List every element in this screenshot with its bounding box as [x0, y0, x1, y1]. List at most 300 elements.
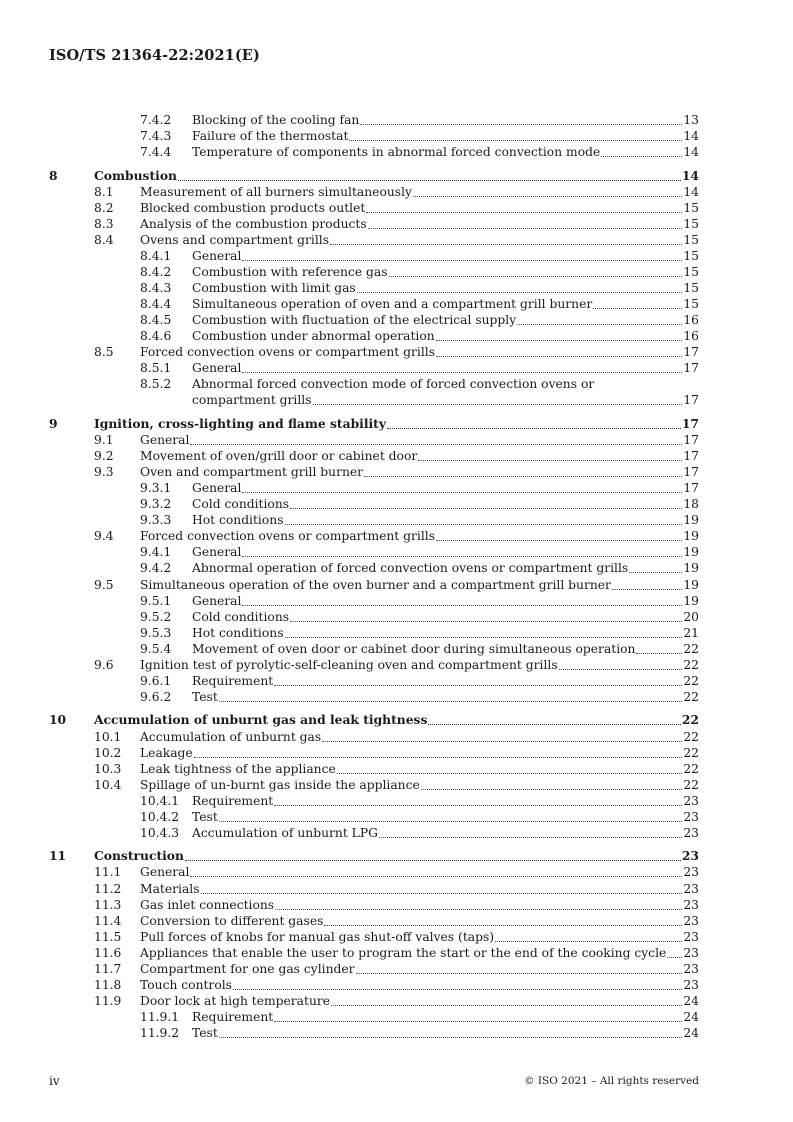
toc-entry-line [140, 977, 699, 993]
toc-entry-page: 23 [681, 848, 699, 864]
toc-entry-number: 11.9.2 [140, 1025, 180, 1040]
dot-leader [190, 876, 682, 877]
toc-entry-line [140, 929, 699, 945]
toc-entry-line [94, 712, 699, 728]
toc-entry-line [140, 745, 699, 761]
toc-entry-title: Abnormal forced convection mode of forced convection ovens or [192, 377, 595, 392]
toc-entry-line [192, 112, 699, 128]
toc-entry[interactable] [49, 200, 699, 216]
toc-entry-line [94, 416, 699, 432]
toc-entry-number: 10.2 [94, 745, 122, 760]
toc-entry-page: 24 [683, 1009, 699, 1024]
toc-entry[interactable] [49, 448, 699, 464]
dot-leader [233, 989, 682, 990]
toc-entry-number: 8.1 [94, 184, 114, 199]
toc-entry-number: 10.4 [94, 777, 122, 792]
dot-leader [274, 805, 682, 806]
toc-entry[interactable] [49, 777, 699, 793]
toc-entry-title: Test [192, 689, 218, 704]
toc-entry-title: General [140, 865, 190, 880]
toc-entry-number: 9.2 [94, 449, 114, 464]
toc-entry-title: Gas inlet connections [140, 897, 275, 912]
toc-entry-title: Blocking of the cooling fan [192, 113, 360, 127]
dot-leader [612, 589, 682, 590]
toc-entry-number: 11.8 [94, 977, 122, 992]
toc-entry[interactable] [49, 432, 699, 448]
toc-entry-page: 17 [683, 465, 699, 480]
toc-entry-title: Oven and compartment grill burner [140, 465, 364, 480]
toc-entry-page: 23 [683, 961, 699, 976]
toc-entry-page: 17 [683, 345, 699, 360]
dot-leader [366, 212, 682, 213]
toc-entry-page: 15 [683, 297, 699, 312]
toc-entry-number: 11.5 [94, 929, 122, 944]
toc-entry-page: 19 [683, 561, 699, 576]
toc-entry-line [192, 280, 699, 296]
toc-entry-line [192, 641, 699, 657]
toc-entry-line [94, 168, 699, 184]
toc-entry-line [192, 793, 699, 809]
toc-entry[interactable] [49, 1009, 699, 1025]
toc-entry-line [140, 344, 699, 360]
dot-leader [331, 1005, 682, 1006]
toc-entry[interactable] [49, 312, 699, 328]
toc-entry[interactable] [49, 945, 699, 961]
toc-entry-line [192, 689, 699, 705]
toc-entry-line [140, 761, 699, 777]
toc-entry-number: 9.3.3 [140, 513, 172, 528]
toc-entry-line [140, 777, 699, 793]
toc-entry-line [192, 512, 699, 528]
dot-leader [330, 244, 682, 245]
dot-leader [349, 140, 682, 141]
toc-entry-title: General [192, 593, 242, 608]
toc-entry-title: General [192, 545, 242, 560]
toc-entry-title: Touch controls [140, 977, 232, 992]
toc-entry-title: Leak tightness of the appliance [140, 761, 336, 776]
toc-entry-title: Accumulation of unburnt gas [140, 729, 322, 744]
toc-entry-line [192, 1009, 699, 1025]
page-number: iv [49, 1074, 60, 1088]
toc-entry-number: 9.3.2 [140, 497, 172, 512]
toc-entry-line [140, 897, 699, 913]
toc-entry[interactable] [49, 144, 699, 160]
toc-entry-line [192, 248, 699, 264]
toc-entry-number: 9.6 [94, 657, 114, 672]
toc-entry-number: 8.4.4 [140, 297, 172, 312]
toc-entry-title: Door lock at high temperature [140, 993, 331, 1008]
toc-entry-title: Analysis of the combustion products [140, 216, 367, 231]
toc-entry-page: 22 [683, 777, 699, 792]
toc-entry-title: Cold conditions [192, 609, 290, 624]
dot-leader [290, 621, 682, 622]
dot-leader [274, 685, 682, 686]
dot-leader [242, 260, 682, 261]
toc-entry[interactable] [49, 864, 699, 880]
toc-entry-title: Measurement of all burners simultaneously [140, 184, 412, 199]
dot-leader [436, 356, 682, 357]
toc-entry-line [140, 864, 699, 880]
toc-entry[interactable] [49, 641, 699, 657]
toc-entry-number: 7.4.2 [140, 113, 172, 127]
toc-entry-number: 9.4.1 [140, 545, 172, 560]
toc-entry-number: 10.3 [94, 761, 122, 776]
toc-entry-page: 24 [683, 993, 699, 1008]
toc-entry-page: 19 [683, 577, 699, 592]
toc-entry-page: 22 [683, 745, 699, 760]
toc-entry[interactable] [49, 929, 699, 945]
toc-entry[interactable] [49, 328, 699, 344]
toc-entry-title: Simultaneous operation of oven and a compartment grill burner [192, 297, 593, 312]
toc-entry-title: Combustion with reference gas [192, 265, 388, 280]
toc-entry-number: 11.1 [94, 865, 122, 880]
dot-leader [242, 372, 682, 373]
dot-leader [337, 773, 682, 774]
toc-entry-line [192, 809, 699, 825]
toc-entry-number: 10.4.1 [140, 793, 180, 808]
toc-entry[interactable] [49, 961, 699, 977]
toc-entry[interactable] [49, 232, 699, 248]
toc-entry-number: 9 [49, 416, 58, 432]
toc-entry-line [140, 945, 699, 961]
toc-entry-title: Test [192, 809, 218, 824]
toc-entry-line [192, 328, 699, 344]
toc-entry-title: General [140, 433, 190, 448]
dot-leader [517, 324, 682, 325]
toc-entry-number: 8.5.2 [140, 377, 172, 392]
toc-entry-line [94, 848, 699, 864]
toc-entry-line [192, 544, 699, 560]
toc-entry-line [140, 184, 699, 200]
toc-entry[interactable] [49, 560, 699, 576]
dot-leader [178, 180, 681, 181]
toc-entry-title: General [192, 361, 242, 376]
toc-entry-page: 22 [683, 761, 699, 776]
toc-entry-page: 19 [683, 529, 699, 544]
dot-leader [360, 124, 682, 125]
toc-entry-page: 13 [683, 113, 699, 127]
table-of-contents [49, 112, 699, 1041]
toc-entry-line [140, 528, 699, 544]
dot-leader [368, 228, 682, 229]
toc-entry-line [140, 729, 699, 745]
toc-entry-line [192, 144, 699, 160]
toc-entry-number: 9.5.2 [140, 609, 172, 624]
toc-entry[interactable] [49, 825, 699, 841]
toc-entry-line [192, 312, 699, 328]
toc-entry[interactable] [49, 593, 699, 609]
dot-leader [194, 757, 682, 758]
toc-entry[interactable] [49, 216, 699, 232]
toc-entry-number: 8.4 [94, 232, 114, 247]
toc-entry-number: 8.4.6 [140, 329, 172, 344]
toc-entry[interactable] [49, 280, 699, 296]
toc-entry-number: 11.7 [94, 961, 122, 976]
toc-entry-title: Blocked combustion products outlet [140, 200, 366, 215]
toc-entry[interactable] [49, 496, 699, 512]
toc-entry[interactable] [49, 913, 699, 929]
toc-entry-title: Accumulation of unburnt LPG [192, 825, 378, 840]
toc-entry-line [140, 200, 699, 216]
toc-entry-number: 10.4.2 [140, 809, 180, 824]
toc-entry[interactable] [49, 248, 699, 264]
toc-entry-title: Ignition, cross-lighting and flame stability [94, 416, 387, 432]
toc-entry-number: 8.2 [94, 200, 114, 215]
toc-entry-line [192, 625, 699, 641]
toc-entry[interactable] [49, 729, 699, 745]
toc-entry-page: 23 [683, 945, 699, 960]
toc-entry[interactable] [49, 625, 699, 641]
toc-entry-page: 16 [683, 329, 699, 344]
dot-leader [242, 556, 682, 557]
toc-entry-number: 8.5 [94, 345, 114, 360]
dot-leader [593, 308, 682, 309]
toc-entry-title: Movement of oven door or cabinet door during simultaneous operation [192, 641, 636, 656]
toc-entry-page: 22 [681, 712, 699, 728]
toc-entry-line [192, 673, 699, 689]
dot-leader [667, 957, 682, 958]
toc-entry-number: 8 [49, 167, 58, 183]
toc-entry-page: 14 [683, 145, 699, 160]
dot-leader [413, 196, 682, 197]
toc-entry-page: 22 [683, 729, 699, 744]
toc-entry[interactable] [49, 344, 699, 360]
toc-entry-line [140, 448, 699, 464]
toc-entry-title: General [192, 248, 242, 263]
toc-entry-title: Pull forces of knobs for manual gas shut-off valves (taps) [140, 929, 495, 944]
toc-entry-title: Leakage [140, 745, 193, 760]
toc-entry-line [192, 264, 699, 280]
toc-entry-page: 22 [683, 657, 699, 672]
dot-leader [389, 276, 682, 277]
toc-entry-title: Requirement [192, 793, 274, 808]
toc-entry[interactable] [49, 745, 699, 761]
dot-leader [629, 572, 682, 573]
toc-entry[interactable] [49, 296, 699, 312]
toc-entry[interactable] [49, 793, 699, 809]
toc-entry-number: 11.3 [94, 897, 122, 912]
toc-entry-title: Test [192, 1025, 218, 1040]
toc-entry-title: Temperature of components in abnormal forced convection mode [192, 145, 601, 160]
toc-entry-title: Spillage of un-burnt gas inside the appliance [140, 777, 420, 792]
dot-leader [379, 837, 682, 838]
toc-entry-number: 9.4.2 [140, 561, 172, 576]
toc-entry[interactable] [49, 809, 699, 825]
dot-leader [274, 1021, 682, 1022]
toc-entry-line [192, 376, 699, 392]
toc-entry-number: 8.3 [94, 216, 114, 231]
toc-entry-number: 11.2 [94, 881, 122, 896]
dot-leader [418, 460, 682, 461]
toc-entry[interactable] [49, 416, 699, 432]
toc-entry-page: 23 [683, 865, 699, 880]
toc-entry[interactable] [49, 464, 699, 480]
toc-entry-line [140, 232, 699, 248]
toc-entry-number: 9.6.2 [140, 689, 172, 704]
toc-entry-page: 24 [683, 1025, 699, 1040]
toc-entry-line [140, 881, 699, 897]
toc-entry[interactable] [49, 184, 699, 200]
toc-entry-title: Compartment for one gas cylinder [140, 961, 355, 976]
toc-entry[interactable] [49, 609, 699, 625]
toc-entry[interactable] [49, 360, 699, 376]
toc-entry-title: Hot conditions [192, 625, 284, 640]
dot-leader [313, 404, 682, 405]
toc-entry[interactable] [49, 1025, 699, 1041]
toc-entry-page: 14 [683, 129, 699, 144]
toc-entry-line [192, 128, 699, 144]
toc-entry-title: Construction [94, 848, 184, 864]
dot-leader [636, 653, 682, 654]
dot-leader [285, 524, 682, 525]
toc-entry-number: 7.4.3 [140, 129, 172, 144]
toc-entry-number: 9.5 [94, 577, 114, 592]
toc-entry-page: 15 [683, 265, 699, 280]
toc-entry-page: 23 [683, 825, 699, 840]
dot-leader [185, 860, 681, 861]
toc-entry[interactable] [49, 392, 699, 408]
toc-entry[interactable] [49, 657, 699, 673]
toc-entry-title: Combustion with limit gas [192, 281, 356, 296]
toc-entry-page: 19 [683, 545, 699, 560]
toc-entry[interactable] [49, 544, 699, 560]
toc-entry[interactable] [49, 512, 699, 528]
toc-entry[interactable] [49, 712, 699, 728]
toc-entry[interactable] [49, 264, 699, 280]
toc-entry-page: 20 [683, 609, 699, 624]
toc-entry-number: 9.5.1 [140, 593, 172, 608]
toc-entry[interactable] [49, 168, 699, 184]
toc-entry[interactable] [49, 689, 699, 705]
toc-entry-line [140, 216, 699, 232]
toc-entry-line [192, 609, 699, 625]
toc-entry[interactable] [49, 761, 699, 777]
copyright-notice: © ISO 2021 – All rights reserved [524, 1075, 699, 1087]
toc-entry-number: 9.6.1 [140, 673, 172, 688]
toc-entry[interactable] [49, 128, 699, 144]
toc-entry[interactable] [49, 480, 699, 496]
toc-entry-title: Requirement [192, 673, 274, 688]
dot-leader [201, 893, 682, 894]
toc-entry-page: 19 [683, 513, 699, 528]
toc-entry-line [192, 825, 699, 841]
toc-entry-title: Combustion under abnormal operation [192, 329, 435, 344]
toc-entry-title: compartment grills [192, 393, 312, 408]
toc-entry[interactable] [49, 673, 699, 689]
toc-entry[interactable] [49, 528, 699, 544]
toc-entry-line [140, 577, 699, 593]
toc-entry-title: Forced convection ovens or compartment grills [140, 345, 436, 360]
dot-leader [324, 925, 682, 926]
toc-entry[interactable] [49, 993, 699, 1009]
toc-entry-title: Cold conditions [192, 497, 290, 512]
toc-entry-title: Failure of the thermostat [192, 129, 349, 144]
toc-entry-page: 15 [683, 200, 699, 215]
toc-entry-line [192, 560, 699, 576]
toc-entry-number: 8.4.1 [140, 248, 172, 263]
toc-entry-page: 17 [683, 481, 699, 496]
toc-entry-line [192, 593, 699, 609]
toc-entry-number: 7.4.4 [140, 145, 172, 160]
toc-entry-title: Conversion to different gases [140, 913, 324, 928]
toc-entry-number: 9.4 [94, 529, 114, 544]
toc-entry-page: 23 [683, 929, 699, 944]
toc-entry-line [140, 432, 699, 448]
toc-entry-number: 9.5.4 [140, 641, 172, 656]
toc-entry-page: 16 [683, 313, 699, 328]
toc-entry-number: 11.9 [94, 993, 122, 1008]
dot-leader [436, 540, 682, 541]
toc-entry-line [140, 993, 699, 1009]
toc-entry-title: Ovens and compartment grills [140, 232, 330, 247]
toc-entry-number: 9.1 [94, 433, 114, 448]
toc-entry-title: Materials [140, 881, 200, 896]
toc-entry-line [192, 496, 699, 512]
dot-leader [275, 909, 682, 910]
dot-leader [601, 156, 682, 157]
toc-entry-page: 17 [683, 449, 699, 464]
toc-entry-number: 11.4 [94, 913, 122, 928]
toc-entry-page: 17 [683, 433, 699, 448]
toc-entry-number: 10.1 [94, 729, 122, 744]
toc-entry-title: Hot conditions [192, 513, 284, 528]
toc-entry-title: Combustion [94, 167, 177, 183]
dot-leader [285, 637, 682, 638]
dot-leader [219, 701, 682, 702]
toc-entry-page: 15 [683, 248, 699, 263]
toc-entry-line [140, 464, 699, 480]
dot-leader [219, 1037, 682, 1038]
toc-entry[interactable] [49, 977, 699, 993]
toc-entry-title: Abnormal operation of forced convection ovens or compartment grills [192, 561, 629, 576]
toc-entry-line [192, 360, 699, 376]
dot-leader [242, 492, 682, 493]
toc-entry[interactable] [49, 577, 699, 593]
toc-entry-line [192, 1025, 699, 1041]
toc-entry[interactable] [49, 881, 699, 897]
dot-leader [190, 444, 682, 445]
toc-entry-title: General [192, 481, 242, 496]
toc-entry-page: 22 [683, 641, 699, 656]
toc-entry[interactable] [49, 112, 699, 128]
dot-leader [290, 508, 682, 509]
toc-entry-title: Ignition test of pyrolytic-self-cleaning oven and compartment grills [140, 657, 558, 672]
toc-entry-page: 23 [683, 977, 699, 992]
toc-entry-title: Accumulation of unburnt gas and leak tightness [94, 712, 428, 728]
toc-entry-number: 9.3.1 [140, 481, 172, 496]
toc-entry-page: 22 [683, 673, 699, 688]
toc-entry[interactable] [49, 848, 699, 864]
toc-entry-number: 8.4.3 [140, 281, 172, 296]
dot-leader [495, 941, 682, 942]
toc-entry[interactable] [49, 897, 699, 913]
toc-entry-number: 9.3 [94, 465, 114, 480]
toc-entry-number: 11.9.1 [140, 1009, 180, 1024]
toc-entry-number: 10 [49, 712, 67, 728]
toc-entry-page: 22 [683, 689, 699, 704]
toc-entry-title: Combustion with fluctuation of the electrical supply [192, 313, 517, 328]
toc-entry-page: 15 [683, 281, 699, 296]
dot-leader [242, 605, 682, 606]
dot-leader [387, 428, 681, 429]
toc-entry[interactable] [49, 376, 699, 392]
toc-entry-page: 23 [683, 809, 699, 824]
toc-entry-line [192, 296, 699, 312]
toc-entry-number: 8.4.2 [140, 265, 172, 280]
toc-entry-title: Requirement [192, 1009, 274, 1024]
toc-entry-number: 11 [49, 848, 67, 864]
toc-entry-line [192, 392, 699, 408]
